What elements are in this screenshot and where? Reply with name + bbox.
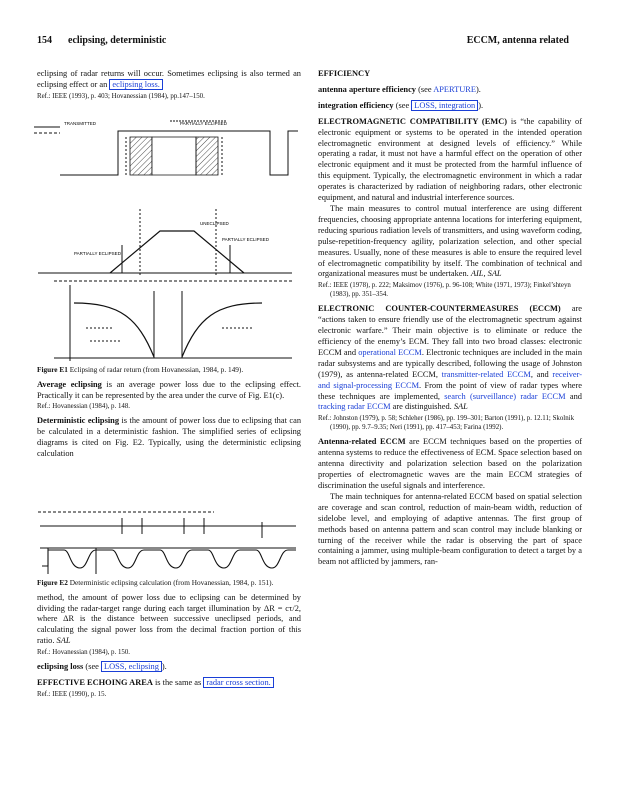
receiver-eccm-link[interactable]: receiver- and signal-processing ECCM [318,369,583,390]
label-transmitted: TRANSMITTED [64,121,96,126]
running-head-left: eclipsing, deterministic [68,35,167,46]
label-partially-left: PARTIALLY ECLIPSED [74,251,121,256]
emc-paragraph-2: The main measures to control mutual interference are using different frequencies, choosing appropriate antenna locations for interfering equipment, reducing spurious radiation levels of transmitters, and using waveform coding, pulse-repetition-frequency agility, polarization selection, and other special measures. Usually, none of these measures is able to ensure the required level of electromagnetic compatibility by itself. The combination of technical and organizational measures must be undertaken. AIL, SAL [318,203,582,279]
aperture-efficiency-entry: antenna aperture efficiency (see APERTURE). [318,84,481,94]
eccm-ref: Ref.: Johnston (1979), p. 58; Schleher (1986), pp. 199–301; Barton (1991), p. 12.11; Skolnik (1990), pp. 9.7–9.35; Neri (1991), pp. 417–453; Farina (1992). [318,415,575,432]
method-ref: Ref.: Hovanessian (1984), p. 150. [37,649,131,657]
eclipsing-loss-link[interactable]: eclipsing loss. [109,79,162,90]
integration-efficiency-entry: integration efficiency (see LOSS, integration ). [318,100,484,110]
left-column-bottom [37,578,301,704]
operational-eccm-link[interactable]: operational ECCM [358,347,422,357]
tracking-radar-eccm-link[interactable]: tracking radar ECCM [318,402,391,412]
page-number: 154 [37,35,52,46]
label-partially-eclipsed-top: PARTIALLY ECLIPSED [180,121,227,126]
left-column-middle [37,365,301,460]
fig-e1-b-trapezoid [38,209,292,275]
loss-eclipsing-link[interactable]: LOSS, eclipsing [101,661,162,672]
intro-reference: Ref.: IEEE (1993), p. 403; Hovanessian (1984), pp.147–150. [37,92,205,100]
method-paragraph: method, the amount of power loss due to eclipsing can be determined by dividing the radar-target range during each target illumination by ΔR = cτ/2, where ΔR is the distance between successive uneclipsed periods, and calculating the signal power loss from the decimal fraction portion of this ratio. SAL [37,592,301,646]
label-partially-right: PARTIALLY ECLIPSED [222,237,269,242]
echoing-area-ref: Ref.: IEEE (1990), p. 15. [37,690,107,698]
average-eclipsing-ref: Ref.: Hovanessian (1984), p. 148. [37,403,131,411]
fig-e2-timeline [38,512,296,538]
fig-e1-c-curve [54,281,292,361]
efficiency-heading: EFFICIENCY [318,69,371,78]
effective-echoing-area-entry: EFFECTIVE ECHOING AREA is the same as radar cross section. [37,678,301,689]
radar-cross-section-link[interactable]: radar cross section. [203,677,273,688]
eccm-entry: ELECTRONIC COUNTER-COUNTERMEASURES (ECCM) are “actions taken to ensure friendly use of the electromagnetic spectrum against electronic warfare.” Their main objective is to eliminate or reduce the efficiency of the enemy’s ECM. They fall into two broad classes: electronic ECCM and operational ECCM. Electronic techniques are included in the main radar subsystems and are typically described, following the usage of Johnston (1979), as antenna-related ECCM, transmitter-related ECCM, and receiver- and signal-processing ECCM. From the point of view of radar types where these techniques are implemented, search (surveillance) radar ECCM and tracking radar ECCM are distinguished. SAL [318,304,583,412]
figure-e2 [34,502,300,580]
label-uneclipsed: UNECLIPSED [200,221,229,226]
aperture-link[interactable]: APERTURE [433,84,476,94]
right-column [318,69,582,568]
transmitter-eccm-link[interactable]: transmitter-related ECCM [441,369,531,379]
fig-e1-a-pulses [34,121,298,175]
emc-entry: ELECTROMAGNETIC COMPATIBILITY (EMC) is “the capability of electronic equipment or systems to be operated in the intended operation electromagnetic environment at designed levels of efficiency.” While operating a radar, it must not have a harmful effect on the operation of other electronic equipment and it must be protected from the harmful influence of this equipment. Typically, the electromagnetic environment in which a radar operates is characterized by radiation of neighboring radars, other electronic equipment, and natural and industrial interference sources. [318,116,582,203]
figure-e1 [30,113,302,371]
running-head-right: ECCM, antenna related [466,35,569,46]
fig-e2-waveform [40,548,296,574]
eclipsing-intro: eclipsing of radar returns will occur. Sometimes eclipsing is also termed an eclipsing effect or an eclipsing loss. [37,69,301,89]
emc-ref: Ref.: IEEE (1978), p. 222; Maksimov (1976), p. 96-108; White (1971, 1973); Finkel’shteyn (1983), pp. 351–354. [318,282,571,299]
figure-e1-caption: Figure E1 Eclipsing of radar return (from Hovanessian, 1984, p. 149). [37,365,244,374]
average-eclipsing-entry: Average eclipsing is an average power loss due to the eclipsing effect. Practically it can be represented by the area under the curve of Fig. E1(c). [37,379,301,400]
antenna-eccm-entry: Antenna-related ECCM are ECCM techniques based on the properties of antenna systems to reduce the effectiveness of ECM. Space selection based on antenna directivity and polarization selection based on the polarization properties of electromagnetic waves are the main ECCM strategies of discrimination the useful signals and interference. [318,437,582,490]
deterministic-eclipsing-entry: Deterministic eclipsing is the amount of power loss due to eclipsing that can be calculated in a deterministic fashion. The simplified series of eclipsing diagrams is cited on Fig. E2. Typically, using the deterministic eclipsing calculation [37,416,302,459]
figure-e2-caption: Figure E2 Deterministic eclipsing calculation (from Hovanessian, 1984, p. 151). [37,578,274,587]
search-radar-eccm-link[interactable]: search (surveillance) radar ECCM [444,391,566,401]
left-column-top [37,69,301,106]
eclipsing-loss-entry: eclipsing loss (see LOSS, eclipsing ). [37,662,167,672]
loss-integration-link[interactable]: LOSS, integration [411,100,478,111]
antenna-eccm-paragraph-2: The main techniques for antenna-related ECCM based on spatial selection are coverage and scan control, reduction of main-beam width, reduction of sidelobe level, and employing of adaptive antennas. The first group of methods based on antenna pattern and scan control may include blanking or turning of the receiver while the radar is observing the part of space containing a jammer, using multiple-beam configuration to detect a target by a beam not afflicted by jammers, ran- [318,491,582,567]
